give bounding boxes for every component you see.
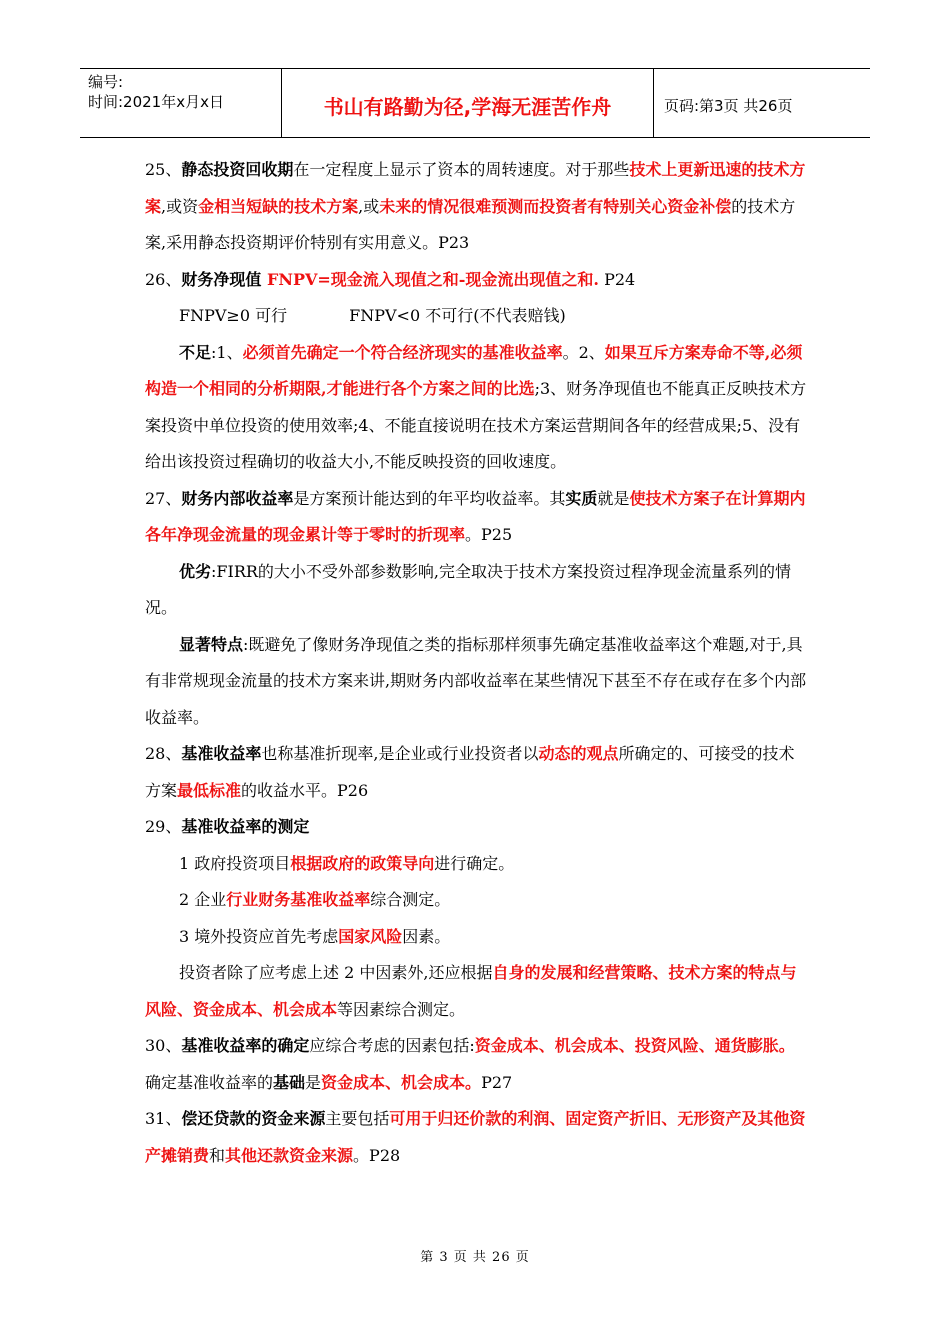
body-text: 2 企业	[179, 890, 227, 909]
paragraph-p29c	[145, 919, 807, 956]
highlight-text: 行业财务基准收益率	[226, 890, 371, 909]
body-text: ,或资	[161, 196, 199, 216]
paragraph-p27c	[145, 627, 807, 737]
highlight-text: 根据政府的政策导向	[290, 853, 435, 873]
paragraph-p27	[145, 481, 807, 554]
body-text: 27、	[145, 488, 182, 508]
bold-term: 偿还贷款的资金来源	[181, 1109, 326, 1128]
paragraph-p26b	[145, 298, 807, 335]
body-text: 。P28	[353, 1145, 401, 1165]
highlight-text: 其他还款资金来源	[225, 1145, 354, 1165]
body-text: 3 境外投资应首先考虑	[179, 926, 339, 946]
highlight-text: 使技术方案子在计算期内各年净现金流量的现金累计等于零时的折现率	[145, 488, 806, 544]
body-text: :FIRR的大小不受外部参数影响,完全取决于技术方案投资过程净现金流量系列的情况。	[145, 561, 792, 617]
bold-term: 财务内部收益率	[181, 488, 294, 508]
paragraph-p26c	[145, 335, 807, 481]
body-text: FNPV<0 不可行(不代表赔钱)	[349, 306, 566, 325]
page-footer: 第 3 页 共 26 页	[420, 1250, 530, 1265]
highlight-text: 资金成本、机会成本。	[321, 1072, 482, 1092]
highlight-text: 技术上更新迅速的技术方案	[145, 160, 806, 216]
paragraph-p27b	[145, 554, 807, 627]
highlight-text: 资金成本、机会成本、投资风险、通货膨胀。	[474, 1036, 795, 1055]
body-text: 1 政府投资项目	[179, 853, 291, 873]
bold-term: 不足	[179, 342, 212, 362]
body-text: 投资者除了应考虑上述 2 中因素外,还应根据	[179, 963, 493, 982]
body-text: 在一定程度上显示了资本的周转速度。对于那些	[293, 160, 630, 179]
paragraph-p29a	[145, 846, 807, 883]
paragraph-p28	[145, 736, 807, 809]
highlight-text: 可用于归还价款的利润、固定资产折旧、无形资产及其他资产摊销费	[145, 1109, 806, 1165]
bold-term: 优劣	[179, 561, 212, 581]
body-text: 也称基准折现率,是企业或行业投资者以	[261, 744, 539, 763]
bold-term: 实质	[565, 488, 598, 508]
body-text: ;3、财务净现值也不能真正反映技术方案投资中单位投资的使用效率;4、不能直接说明在技术方案运营期间各年的经营成果;5、没有给出该投资过程确切的收益大小,不能反映投资的回收速度。	[145, 379, 807, 471]
bold-term: 静态投资回收期	[181, 160, 294, 179]
highlight-text: 国家风险	[338, 926, 403, 946]
highlight-text: FNPV=现金流入现值之和-现金流出现值之和.	[266, 269, 600, 289]
body-text: 25、	[145, 160, 182, 179]
body-text: 的收益水平。P26	[241, 780, 369, 800]
body-text: 。2、	[562, 342, 605, 362]
body-text: 因素。	[402, 926, 451, 946]
bold-term: 显著特点	[179, 634, 244, 654]
body-text: :既避免了像财务净现值之类的指标那样须事先确定基准收益率这个难题,对于,具有非常规现金流量的技术方案来讲,期财务内部收益率在某些情况下甚至不存在或存在多个内部收益率。	[145, 634, 807, 727]
bold-term: 基础	[273, 1072, 306, 1092]
body-text: 应综合考虑的因素包括:	[309, 1036, 475, 1055]
header-motto: 书山有路勤为径,学海无涯苦作舟	[282, 69, 654, 137]
body-text: :1、	[211, 342, 243, 362]
body-text: 进行确定。	[434, 853, 515, 873]
highlight-text: 动态的观点	[538, 744, 619, 763]
body-text: 30、	[145, 1036, 182, 1055]
highlight-text: 必须首先确定一个符合经济现实的基准收益率	[242, 342, 563, 362]
body-text: 29、	[145, 817, 182, 836]
doc-date: 时间:2021年x月x日	[88, 93, 224, 111]
body-text: 主要包括	[325, 1109, 390, 1128]
body-text: 和	[209, 1145, 226, 1165]
document-body	[145, 152, 807, 1174]
body-text: 确定基准收益率的	[145, 1072, 274, 1092]
paragraph-p26	[145, 262, 807, 299]
highlight-text: 未来的情况很难预测而投资者有特别关心资金补偿	[379, 196, 732, 216]
body-text: 等因素综合测定。	[337, 999, 466, 1019]
paragraph-p29d	[145, 955, 807, 1028]
paragraph-p31	[145, 1101, 807, 1174]
body-text: 就是	[597, 488, 630, 508]
highlight-text: 金相当短缺的技术方案	[198, 196, 359, 216]
body-text: 26、	[145, 269, 182, 289]
header-page-info: 页码:第3页 共26页	[664, 96, 793, 115]
body-text: FNPV≥0 可行	[179, 306, 288, 325]
highlight-text: 自身的发展和经营策略、技术方案的特点与风险、资金成本、机会成本	[145, 963, 797, 1019]
paragraph-p30	[145, 1028, 807, 1101]
body-text: 的技术方案,采用静态投资期评价特别有实用意义。P23	[145, 196, 796, 252]
bold-term: 基准收益率	[181, 744, 262, 763]
highlight-text: 如果互斥方案寿命不等,必须构造一个相同的分析期限,才能进行各个方案之间的比选	[145, 342, 803, 398]
doc-number-label: 编号:	[88, 73, 124, 91]
highlight-text: 最低标准	[177, 780, 242, 800]
bold-term: 财务净现值	[181, 269, 267, 289]
body-text: 31、	[145, 1109, 182, 1128]
bold-term: 基准收益率的测定	[181, 817, 310, 836]
header-meta	[80, 69, 282, 137]
paragraph-p29b	[145, 882, 807, 919]
body-text: 。P25	[465, 525, 513, 544]
body-text: ,或	[358, 196, 380, 216]
body-text: 所确定的、可接受的技术方案	[145, 744, 795, 800]
body-text: 是方案预计能达到的年平均收益率。其	[293, 488, 566, 508]
body-text: P27	[481, 1072, 513, 1092]
page-header	[80, 68, 870, 138]
body-text: 是	[305, 1072, 322, 1092]
body-text: 28、	[145, 744, 182, 763]
paragraph-p29	[145, 809, 807, 846]
body-text: P24	[599, 269, 636, 289]
body-text: 综合测定。	[370, 890, 451, 909]
bold-term: 基准收益率的确定	[181, 1036, 310, 1055]
paragraph-p25	[145, 152, 807, 262]
